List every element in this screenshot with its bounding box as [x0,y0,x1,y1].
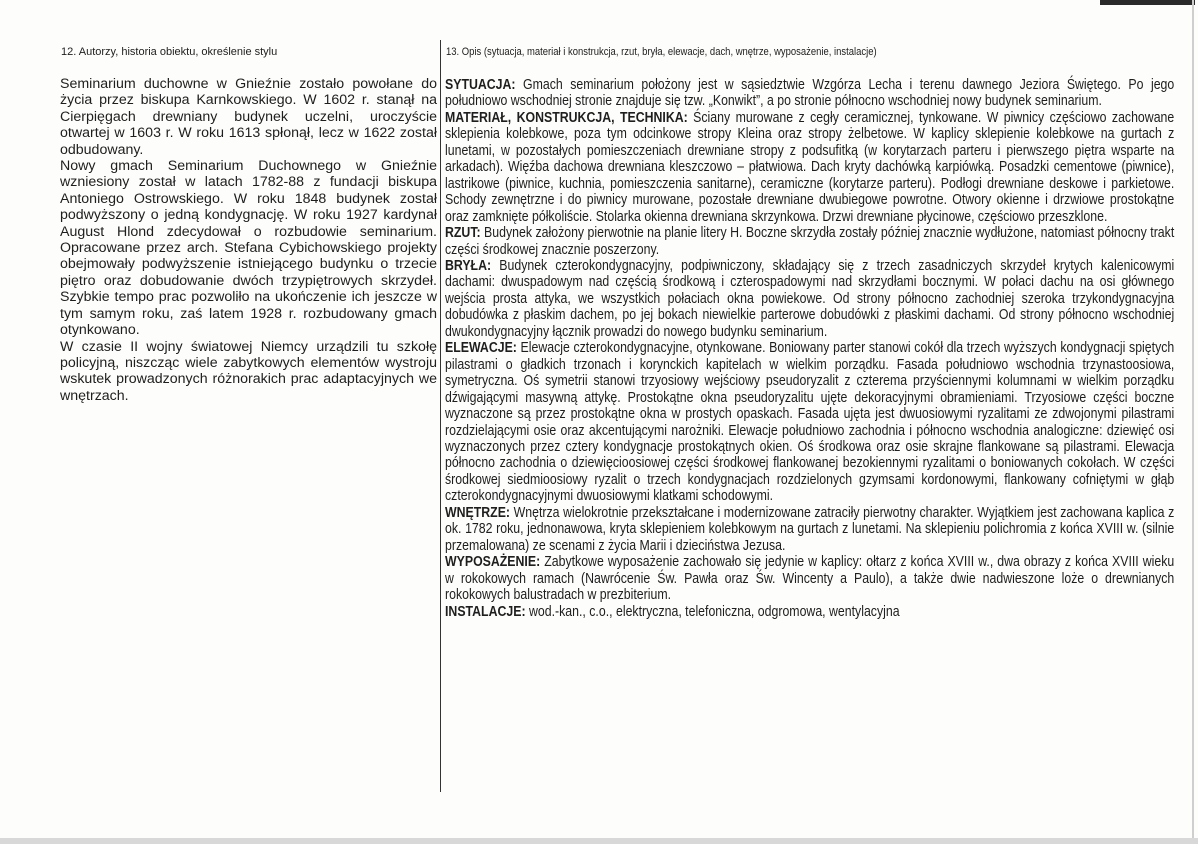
column-divider [440,40,441,792]
history-column [60,76,437,404]
page-edge [1192,0,1194,844]
history-paragraph: Nowy gmach Seminarium Duchownego w Gnieźnie wzniesiony został w latach 1782-88 z fundacji biskupa Antoniego Ostrowskiego. W roku 1848 budynek został podwyższony o jedną kondygnację. W roku 1927 kardynał August Hlond zdecydował o rozbudowie seminarium. Opracowane przez arch. Stefana Cybichowskiego projekty obejmowały podwyższenie istniejącego budynku o trzecie piętro oraz dobudowanie dwóch trzypiętrowych skrzydeł. Szybkie tempo prac pozwoliło na ukończenie ich jeszcze w tym samym roku, zaś latem 1928 r. rozbudowany gmach otynkowano. [60,158,437,339]
section-text: Zabytkowe wyposażenie zachowało się jedynie w kaplicy: ołtarz z końca XVIII w., dwa obrazy z końca XVIII wieku w rokokowych ramach (Nawrócenie Św. Pawła oraz Św. Wincenty a Paulo), a także dwie nadwieszone loże o drewnianych rokokowych balustradach w prezbiterium. [445,554,1175,604]
scan-bottom-edge [0,838,1198,844]
section-material [445,110,1174,225]
section-wyposazenie [445,554,1174,603]
section-rzut [445,225,1174,258]
section-bryla [445,258,1174,340]
section-text: Budynek założony pierwotnie na planie litery H. Boczne skrzydła zostały później znacznie wydłużone, natomiast północny trakt części środkowej znacznie poszerzony. [445,225,1175,258]
section-text: Budynek czterokondygnacyjny, podpiwniczony, składający się z trzech zasadniczych skrzydeł krytych kalenicowymi dachami: dwuspadowym nad częścią środkową i czterospadowymi nad skrzydłami bocznymi. W połaci dachu na osi głównego wejścia prosta attyka, we wszystkich połaciach okna powiekowe. Od strony północno zachodniej szeroka trzykondygnacyjna dobudówka z płaskim dachem, po jej bokach niewielkie parterowe dobudówki z płaskimi dachami. Od strony północno wschodniej dwukondygnacyjny łącznik prowadzi do nowego budynku seminarium. [445,257,1175,340]
section-text: Gmach seminarium położony jest w sąsiedztwie Wzgórza Lecha i terenu dawnego Jeziora Świętego. Po jego południowo wschodniej stronie znajduje się tzw. „Konwikt”, a po stronie północno wschodniej nowy budynek seminarium. [445,77,1175,110]
section-label: RZUT: [445,225,481,242]
history-paragraph: W czasie II wojny światowej Niemcy urządzili tu szkołę policyjną, niszcząc wiele zabytkowych elementów wystroju wskutek prowadzonych różnorakich prac adaptacyjnych we wnętrzach. [60,338,437,404]
section-wnetrze [445,505,1174,554]
scan-edge-strip [1100,0,1195,5]
description-column [445,77,1174,620]
section-label: SYTUACJA: [445,77,516,93]
section-12-heading: 12. Autorzy, historia obiektu, określenie stylu [61,46,278,58]
section-13-heading: 13. Opis (sytuacja, materiał i konstrukcja, rzut, bryła, elewacje, dach, wnętrze, wyposażenie, instalacje) [446,46,877,58]
section-label: INSTALACJE: [445,603,526,620]
section-text: wod.-kan., c.o., elektryczna, telefoniczna, odgromowa, wentylacyjna [525,603,900,620]
section-text: Elewacje czterokondygnacyjne, otynkowane. Boniowany parter stanowi cokół dla trzech wyższych kondygnacji spiętych pilastrami o gładkich trzonach i korynckich kapitelach w wielkim porządku. Fasada południowo wschodnia trzynastoosiowa, symetryczna. Oś symetrii stanowi trzyosiowy wejściowy pseudoryzalit z czterema przyściennymi kolumnami w wielkim porządku dźwigającymi masywną attykę. Prostokątne okna pseudoryzalitu ujęte dekoracyjnymi obramieniami. Trzyosiowe części boczne wyznaczone są przez prostokątne okna w prostych opaskach. Fasada ujęta jest dwuosiowymi ryzalitami ze zdwojonymi pilastrami rozdzielającymi osie oraz akcentującymi narożniki. Elewacje południowo zachodnia i północno wschodnia analogiczne: dziewięć osi wyznaczonych przez cztery kondygnacje prostokątnych okien. Oś środkowa oraz osie skrajne flankowane są pilastrami. Elewacja północno zachodnia o dziewięcioosiowej części środkowej flankowanej bezokiennymi ryzalitami o boniowanych cokołach. W części środkowej siedmioosiowy ryzalit o trzech kondygnacjach rozdzielonych gzymsami kordonowymi, flankowany cofniętymi w głąb czterokondygnacyjnymi dwuosiowymi klatkami schodowymi. [445,340,1175,505]
section-label: WYPOSAŻENIE: [445,554,541,571]
section-elewacje [445,340,1174,505]
section-text: Ściany murowane z cegły ceramicznej, tynkowane. W piwnicy częściowo zachowane sklepienia kolebkowe, poza tym odcinkowe stropy Kleina oraz stropy żelbetowe. W kaplicy sklepienie kolebkowe na gurtach z lunetami, w pozostałych pomieszczeniach drewniane stropy z podsufitką (w korytarzach parteru i pierwszego piętra wsparte na arkadach). Więźba dachowa drewniana kleszczowo – płatwiowa. Dach kryty dachówką karpiówką. Posadzki cementowe (piwnice), lastrikowe (piwnice, kuchnia, pomieszczenia sanitarne), ceramiczne (korytarze parteru). Podłogi drewniane deskowe i parkietowe. Schody zewnętrzne i do piwnicy murowane, pozostałe drewniane dwubiegowe powrotne. Otwory okienne i drzwiowe prostokątne oraz zamknięte półkoliście. Stolarka okienna drewniana skrzynkowa. Drzwi drewniane płycinowe, częściowo przeszklone. [445,109,1175,225]
section-text: Wnętrza wielokrotnie przekształcane i modernizowane zatraciły pierwotny charakter. Wyjątkiem jest zachowana kaplica z ok. 1782 roku, jednonawowa, kryta sklepieniem kolebkowym na gurtach z lunetami. Na sklepieniu polichromia z końca XVIII w. (silnie przemalowana) ze scenami z życia Marii i dzieciństwa Jezusa. [445,504,1175,554]
section-label: BRYŁA: [445,257,492,274]
history-paragraph: Seminarium duchowne w Gnieźnie zostało powołane do życia przez biskupa Karnkowskiego. W 1602 r. stanął na Cierpięgach drewniany budynek uczelni, uroczyście otwartej w 1603 r. W roku 1613 spłonął, lecz w 1622 został odbudowany. [60,76,437,158]
section-instalacje [445,604,1174,620]
section-sytuacja [445,77,1174,110]
section-label: ELEWACJE: [445,340,517,357]
section-label: MATERIAŁ, KONSTRUKCJA, TECHNIKA: [445,109,688,126]
section-label: WNĘTRZE: [445,504,511,521]
